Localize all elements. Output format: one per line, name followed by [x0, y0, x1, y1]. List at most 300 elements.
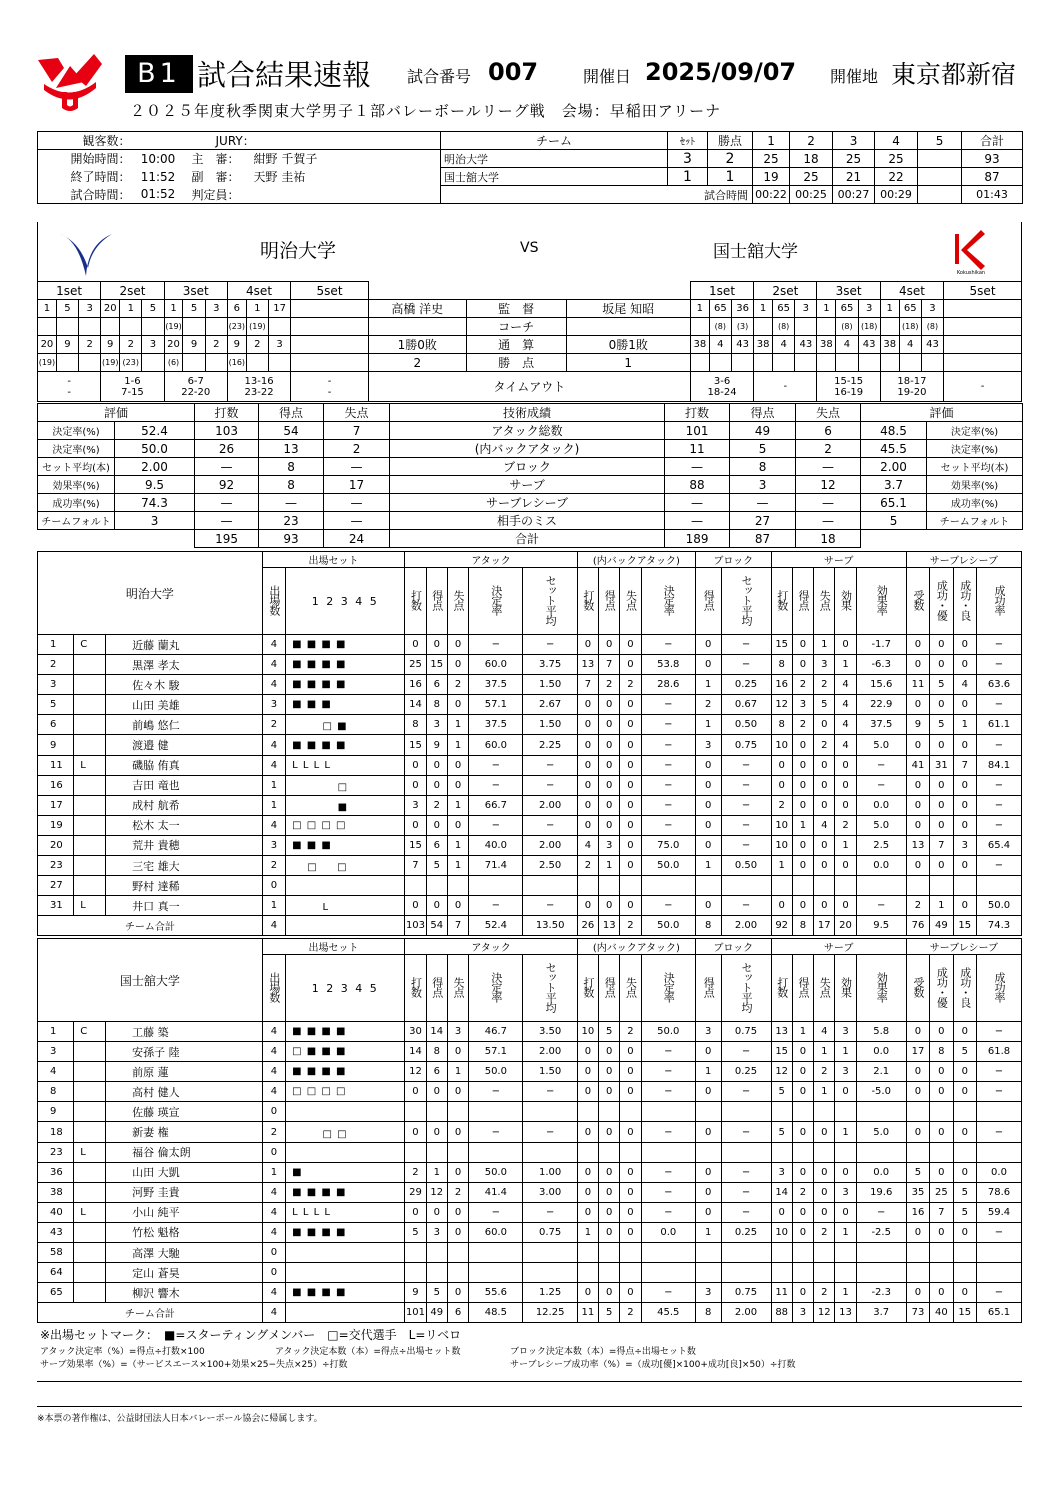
player-stat: 5.0	[856, 1122, 906, 1142]
skill-name: アタック総数	[390, 422, 665, 440]
away-hits: —	[665, 458, 730, 476]
attack-setavg-header	[523, 568, 577, 635]
player-number: 8	[38, 1082, 74, 1102]
player-stat: 0	[930, 695, 953, 715]
player-sets-played: 4	[262, 1022, 285, 1042]
player-stat: 6	[426, 675, 447, 695]
player-stat	[814, 1102, 835, 1122]
player-number: 17	[38, 795, 74, 815]
player-stat: 0	[405, 815, 426, 835]
player-row	[38, 1243, 1022, 1263]
player-stat	[930, 1243, 953, 1263]
player-stat: −	[641, 815, 695, 835]
away-total: 87	[962, 168, 1023, 186]
player-stat: 0	[953, 635, 976, 655]
player-stat: 0	[620, 1122, 641, 1142]
player-sets-played: 3	[262, 835, 285, 855]
player-stat	[856, 1142, 906, 1162]
away-lost-header: 失点	[796, 404, 861, 422]
player-stat: 4	[814, 1022, 835, 1042]
player-stat	[771, 1102, 792, 1122]
player-name: 野村 達稀	[106, 876, 263, 896]
player-stat	[599, 1263, 620, 1283]
serve-lost-header-text: 失点	[818, 589, 832, 610]
player-stat: 0	[447, 1122, 468, 1142]
player-stat: 0	[930, 635, 953, 655]
home-rotation-cell: 9	[183, 336, 205, 354]
attack-lost-header	[447, 955, 468, 1022]
player-set-marks: □ □ □ □	[286, 1082, 405, 1102]
player-stat: 1	[792, 1022, 813, 1042]
player-sets-played: 4	[262, 755, 285, 775]
player-stat: 4	[835, 715, 856, 735]
player-stat: 5.8	[856, 1022, 906, 1042]
player-name: 山田 美雄	[106, 695, 263, 715]
player-stat: 0	[577, 1202, 598, 1222]
player-stat: 0	[953, 775, 976, 795]
player-sets-played: 1	[262, 795, 285, 815]
player-position	[74, 735, 106, 755]
player-stat: 40.0	[469, 835, 523, 855]
player-stat: 3	[953, 835, 976, 855]
sets-header: ｾｯﾄ	[668, 132, 708, 150]
player-stat: 0	[792, 835, 813, 855]
attack-rate-header-text: 決定率	[489, 584, 503, 615]
player-sets-played: 4	[262, 635, 285, 655]
receive-good-header-text: 成功・良	[958, 966, 972, 1007]
record-label: 通 算	[466, 336, 566, 354]
home-scored: 8	[259, 458, 324, 476]
record-away: 0勝1敗	[566, 336, 690, 354]
away-set1: 19	[753, 168, 790, 186]
home-rotation-cell	[205, 354, 227, 372]
player-stat: 60.0	[469, 735, 523, 755]
home-rotation-cell	[38, 318, 57, 336]
home-scored: 13	[259, 440, 324, 458]
team-header: チーム	[441, 132, 668, 150]
player-stat: 0	[835, 896, 856, 916]
player-stat	[641, 1102, 695, 1122]
home-rotation-cell: 2	[120, 336, 142, 354]
player-set-marks: ■ ■ ■	[286, 835, 405, 855]
player-row	[38, 1022, 1022, 1042]
home-rotation-cell: 3	[205, 300, 227, 318]
away-logo-text: Kokushikan	[956, 270, 986, 276]
player-stat: 1	[771, 856, 792, 876]
back-lost-header	[620, 568, 641, 635]
player-stat: 0	[599, 815, 620, 835]
player-row	[38, 1062, 1022, 1082]
player-row	[38, 795, 1022, 815]
attack-rate-header-text: 決定率	[489, 971, 503, 1002]
duration: 01:52	[131, 186, 186, 204]
player-stat	[599, 876, 620, 896]
player-stat: 0	[814, 1202, 835, 1222]
player-name: 安孫子 陸	[106, 1042, 263, 1062]
home-set5-rotation	[291, 354, 369, 372]
away-rotation-cell: 43	[858, 336, 880, 354]
home-rotation-cell: 9	[101, 336, 120, 354]
player-stat: 0	[953, 695, 976, 715]
away-set5-rotation	[944, 354, 1022, 372]
player-stat	[906, 1142, 929, 1162]
player-stat: −	[469, 775, 523, 795]
player-stat: 0	[577, 755, 598, 775]
stats-row	[38, 458, 1023, 476]
home-eval-value: 50.0	[115, 440, 195, 458]
player-stat: 2.1	[856, 1062, 906, 1082]
player-row	[38, 675, 1022, 695]
serve-effrate-header-text: 効果率	[875, 584, 889, 615]
player-number: 19	[38, 815, 74, 835]
player-stat: −	[469, 635, 523, 655]
home-set5-rotation	[291, 300, 369, 318]
player-stat: 0	[599, 635, 620, 655]
away-rotation-cell: 1	[880, 300, 899, 318]
player-row	[38, 1222, 1022, 1242]
away-rotation-cell: 43	[921, 336, 943, 354]
player-number: 3	[38, 675, 74, 695]
player-stat	[405, 1263, 426, 1283]
player-stat: 78.6	[977, 1182, 1022, 1202]
away-eval-label: 効果率(%)	[927, 476, 1023, 494]
player-stat: 11	[906, 675, 929, 695]
away-scored-header: 得点	[730, 404, 796, 422]
home-rotation-cell	[56, 318, 78, 336]
block-points-header-text: 得点	[702, 976, 716, 997]
player-stat: 1	[577, 1222, 598, 1242]
player-stat: 3	[695, 1022, 721, 1042]
player-stat: −	[977, 695, 1022, 715]
player-stat: 0	[695, 635, 721, 655]
player-number: 3	[38, 1042, 74, 1062]
attack-header: アタック	[405, 939, 577, 955]
player-stat: −	[641, 695, 695, 715]
player-stat: 0	[577, 1062, 598, 1082]
home-eval-header: 評価	[38, 404, 195, 422]
player-stat: 1	[447, 1062, 468, 1082]
player-stat: 0	[695, 775, 721, 795]
player-set-marks: ■ ■ ■ ■	[286, 1283, 405, 1303]
player-stat: 0	[930, 1222, 953, 1242]
player-stat: 2	[620, 1022, 641, 1042]
formula-attack-count: アタック決定本数（本）=得点÷出場セット数	[275, 1347, 461, 1357]
player-name: 井口 真一	[106, 896, 263, 916]
home-eval-value: 52.4	[115, 422, 195, 440]
player-number: 40	[38, 1202, 74, 1222]
player-stat: 2	[447, 675, 468, 695]
serve-lost-header	[814, 955, 835, 1022]
player-stat	[599, 1102, 620, 1122]
player-row	[38, 815, 1022, 835]
player-stat: 0	[620, 755, 641, 775]
player-stat: 1.50	[523, 715, 577, 735]
player-stat: 0	[577, 695, 598, 715]
player-name: 小山 純平	[106, 1202, 263, 1222]
player-stat: 0	[792, 856, 813, 876]
player-stat	[599, 1243, 620, 1263]
player-row	[38, 715, 1022, 735]
player-sets-played: 4	[262, 1222, 285, 1242]
player-stat: 2.00	[523, 795, 577, 815]
receive-count-header	[906, 568, 929, 635]
home-lost: —	[324, 494, 390, 512]
player-stat: 0	[771, 1202, 792, 1222]
player-set-marks: ■ ■ ■ ■	[286, 1062, 405, 1082]
player-stat: −	[856, 896, 906, 916]
attack-lost-header-text: 失点	[452, 589, 466, 610]
player-stat: 2.00	[523, 1042, 577, 1062]
player-name: 柳沢 響木	[106, 1283, 263, 1303]
player-stat: 0	[930, 815, 953, 835]
player-stat: 0	[695, 835, 721, 855]
player-set-marks: □	[286, 775, 405, 795]
attack-points-header	[426, 955, 447, 1022]
away-hits: 11	[665, 440, 730, 458]
away-set4: 22	[875, 168, 918, 186]
referee2: 天野 圭祐	[246, 168, 441, 186]
receive-excellent-header-text: 成功・優	[935, 579, 949, 620]
player-stat: 5	[426, 856, 447, 876]
player-stat: 0	[426, 755, 447, 775]
player-stat: 0	[695, 1182, 721, 1202]
player-stat: 0	[577, 715, 598, 735]
home-rotation-cell	[142, 318, 164, 336]
player-stat: 0	[953, 1022, 976, 1042]
player-stat: -2.5	[856, 1222, 906, 1242]
player-stat: 0.0	[977, 1162, 1022, 1182]
player-stat: 0	[599, 1222, 620, 1242]
home-rotation-cell: 20	[164, 336, 183, 354]
away-set3-label: 3set	[817, 282, 880, 300]
player-stat: 0	[577, 1042, 598, 1062]
home-rotation-cell: (16)	[227, 354, 246, 372]
referee1-label: 主 審：	[191, 152, 240, 167]
player-set-marks: ■ ■ ■ ■	[286, 1022, 405, 1042]
stats-row	[38, 422, 1023, 440]
player-stat: 0.50	[721, 856, 771, 876]
player-stat: −	[641, 795, 695, 815]
away-rotation-cell	[795, 318, 817, 336]
divider	[37, 1406, 1022, 1407]
attack-rate-header	[469, 955, 523, 1022]
team-total-stat: 2.00	[721, 916, 771, 936]
team-total-stat: 5	[599, 1303, 620, 1323]
back-hits-header-text: 打数	[581, 976, 595, 997]
player-set-marks: ■ ■ ■ ■	[286, 1222, 405, 1242]
player-stat: 0	[620, 715, 641, 735]
away-set5-rotation	[944, 300, 1022, 318]
player-stat	[771, 876, 792, 896]
player-stat: 3	[426, 715, 447, 735]
away-rotation-cell	[773, 354, 795, 372]
player-number: 43	[38, 1222, 74, 1242]
team-total-stat: 103	[405, 916, 426, 936]
player-stat: 0.25	[721, 675, 771, 695]
player-number: 64	[38, 1263, 74, 1283]
player-stat: 0	[620, 695, 641, 715]
player-stat: −	[977, 735, 1022, 755]
receive-header: サーブレシーブ	[906, 939, 1021, 955]
player-stat: 0	[953, 896, 976, 916]
player-stat: −	[977, 1062, 1022, 1082]
player-name: 河野 圭貴	[106, 1182, 263, 1202]
attack-setavg-header	[523, 955, 577, 1022]
player-stat: 0	[792, 755, 813, 775]
stats-row	[38, 494, 1023, 512]
formula-receive: サーブレシーブ成功率（%）=（成功[優]×100+成功[良]×50）÷打数	[510, 1360, 796, 1370]
player-stat: 7	[577, 675, 598, 695]
match-info-table	[37, 131, 1023, 204]
vs-band	[37, 222, 1022, 282]
player-stat: 13	[771, 1022, 792, 1042]
player-stat: 12	[771, 1062, 792, 1082]
team-total-stat: 6	[447, 1303, 468, 1323]
home-lost: 7	[324, 422, 390, 440]
away-set5-rotation	[944, 318, 1022, 336]
home-rotation-cell: 20	[101, 300, 120, 318]
player-stat: 0	[447, 655, 468, 675]
receive-rate-header-text: 成功率	[993, 584, 1006, 615]
player-stat	[577, 876, 598, 896]
away-set5-rotation	[944, 336, 1022, 354]
player-stat: 13	[906, 835, 929, 855]
start-time: 10:00	[140, 151, 176, 166]
home-rotation-cell: (23)	[227, 318, 246, 336]
player-stat: 2	[577, 856, 598, 876]
away-rotation-cell: 3	[858, 300, 880, 318]
away-lost: —	[796, 458, 861, 476]
player-stat: 0.75	[721, 1283, 771, 1303]
away-hits: —	[665, 512, 730, 530]
home-rotation-cell: (19)	[38, 354, 57, 372]
player-stat: 0	[906, 695, 929, 715]
team-total-stat: 13	[599, 916, 620, 936]
player-position	[74, 876, 106, 896]
player-number: 4	[38, 1062, 74, 1082]
player-stat: 0	[620, 896, 641, 916]
home-rotation-cell	[56, 354, 78, 372]
home-set5-rotation	[291, 336, 369, 354]
player-stat: 0	[620, 1162, 641, 1182]
judge-label: 判定員：	[186, 186, 246, 204]
player-stat: 10	[771, 835, 792, 855]
home-total-hits: 195	[195, 530, 259, 548]
league-points-home: 2	[368, 354, 466, 372]
player-stat	[695, 1142, 721, 1162]
back-hits-header	[577, 568, 598, 635]
player-stat: 2	[771, 795, 792, 815]
player-name: 吉田 竜也	[106, 775, 263, 795]
player-number: 11	[38, 755, 74, 775]
away-scored: 3	[730, 476, 796, 494]
player-stat: 0	[620, 735, 641, 755]
player-stat: 0	[792, 775, 813, 795]
player-position	[74, 695, 106, 715]
player-stat: 0	[835, 856, 856, 876]
player-stat: 0	[620, 1202, 641, 1222]
player-name: 山田 大凱	[106, 1162, 263, 1182]
player-stat: −	[641, 896, 695, 916]
team-name-header: 国士舘大学	[38, 939, 263, 1022]
player-stat: 1	[953, 715, 976, 735]
venue: 東京都新宿	[891, 60, 1017, 89]
serve-header: サーブ	[771, 939, 906, 955]
home-rotation-cell: 2	[79, 336, 101, 354]
home-team-logo	[58, 230, 114, 278]
player-stat: 2.25	[523, 735, 577, 755]
block-setavg-header-text: セット平均	[740, 574, 754, 625]
player-stat: 0	[953, 735, 976, 755]
player-stat: 0.0	[856, 1042, 906, 1062]
player-stat: 0	[814, 755, 835, 775]
attack-points-header-text: 得点	[430, 589, 444, 610]
player-stat: 0	[599, 1182, 620, 1202]
player-stat: 0	[405, 1082, 426, 1102]
player-stat: 1	[835, 1222, 856, 1242]
team-total-stat: 9.5	[856, 916, 906, 936]
away-total-scored: 87	[730, 530, 796, 548]
player-set-marks: □ ■ ■ ■	[286, 1042, 405, 1062]
player-stat: -1.7	[856, 635, 906, 655]
player-position	[74, 715, 106, 735]
player-stat	[695, 1102, 721, 1122]
player-stat: 3	[814, 655, 835, 675]
player-stat: 65.4	[977, 835, 1022, 855]
player-position	[74, 1222, 106, 1242]
player-name: 工藤 築	[106, 1022, 263, 1042]
player-stat: 0.75	[721, 1022, 771, 1042]
set4-time: 00:29	[875, 186, 918, 204]
home-rotation-cell: 2	[205, 336, 227, 354]
player-stat	[620, 876, 641, 896]
serve-points-header	[792, 955, 813, 1022]
player-stat: 53.8	[641, 655, 695, 675]
end-label: 終了時間：	[38, 168, 131, 186]
player-stat: 0	[599, 1082, 620, 1102]
player-stat: 0	[814, 715, 835, 735]
player-stat: 50.0	[469, 1162, 523, 1182]
sets-played-header: 出場セット	[262, 552, 405, 568]
block-header: ブロック	[695, 939, 771, 955]
player-number: 23	[38, 856, 74, 876]
team-total-label: チーム合計	[38, 1303, 263, 1323]
player-stat: 0	[405, 635, 426, 655]
player-stat: −	[721, 1182, 771, 1202]
player-stat	[721, 876, 771, 896]
away-set2: 25	[790, 168, 833, 186]
player-stat: 0	[930, 1162, 953, 1182]
block-points-header	[695, 955, 721, 1022]
team-total-sets: 4	[262, 1303, 285, 1323]
serve-effect-header	[835, 568, 856, 635]
player-stat: 0	[792, 1062, 813, 1082]
team-total-stat: 12.25	[523, 1303, 577, 1323]
away-scored: 5	[730, 440, 796, 458]
home-rotation-cell: 3	[142, 336, 164, 354]
player-position: L	[74, 896, 106, 916]
receive-excellent-header	[930, 955, 953, 1022]
player-sets-played: 2	[262, 856, 285, 876]
home-rotation-cell: 9	[56, 336, 78, 354]
away-rotation-cell	[690, 318, 709, 336]
player-stat: −	[721, 795, 771, 815]
player-stat: 0	[426, 1202, 447, 1222]
head-coach-home: 高橋 洋史	[368, 300, 466, 318]
away-scored: —	[730, 494, 796, 512]
player-stat	[977, 1102, 1022, 1122]
player-stat: 0	[620, 856, 641, 876]
